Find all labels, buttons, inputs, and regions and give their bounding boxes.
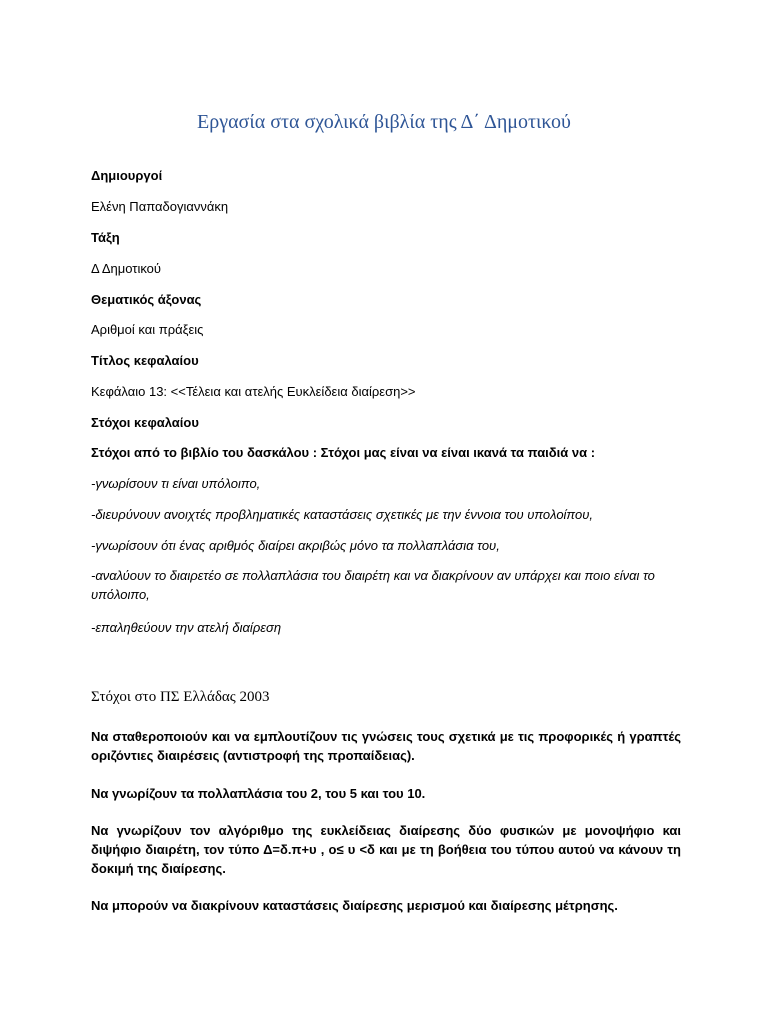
- ps-goal-paragraph: Να γνωρίζουν τα πολλαπλάσια του 2, του 5 και του 10.: [91, 786, 426, 801]
- chapter-title-label: Τίτλος κεφαλαίου: [91, 353, 199, 368]
- goal-item: -αναλύουν το διαιρετέο σε πολλαπλάσια του διαιρέτη και να διακρίνουν αν υπάρχει και ποιο είναι το υπόλοιπο,: [91, 568, 655, 602]
- goal-item: -γνωρίσουν ότι ένας αριθμός διαίρει ακριβώς μόνο τα πολλαπλάσια του,: [91, 538, 500, 553]
- creators-label: Δημιουργοί: [91, 168, 163, 183]
- goal-item: -γνωρίσουν τι είναι υπόλοιπο,: [91, 476, 261, 491]
- ps-goal-paragraph: Να γνωρίζουν τον αλγόριθμο της ευκλείδειας διαίρεσης δύο φυσικών με μονοψήφιο και διψήφιο διαιρέτη, τον τύπο Δ=δ.π+υ , ο≤ υ <δ και με τη βοήθεια του τύπου αυτού να κάνουν τη δοκιμή της διαίρεσης.: [91, 823, 681, 876]
- chapter-title-value: Κεφάλαιο 13: <<Τέλεια και ατελής Ευκλείδεια διαίρεση>>: [91, 384, 416, 399]
- ps-goals-heading: Στόχοι στο ΠΣ Ελλάδας 2003: [91, 689, 270, 705]
- class-label: Τάξη: [91, 230, 120, 245]
- ps-goal-paragraph: Να σταθεροποιούν και να εμπλουτίζουν τις γνώσεις τους σχετικά με τις προφορικές ή γραπτές οριζόντιες διαιρέσεις (αντιστροφή της προπαίδειας).: [91, 729, 681, 763]
- axis-label: Θεματικός άξονας: [91, 292, 202, 307]
- teacher-book-goals: Στόχοι από το βιβλίο του δασκάλου : Στόχοι μας είναι να είναι ικανά τα παιδιά να :: [91, 445, 596, 460]
- axis-value: Αριθμοί και πράξεις: [91, 322, 204, 337]
- creator-name: Ελένη Παπαδογιαννάκη: [91, 199, 229, 214]
- ps-goal-paragraph: Να μπορούν να διακρίνουν καταστάσεις διαίρεσης μερισμού και διαίρεσης μέτρησης.: [91, 898, 618, 913]
- goal-item: -επαληθεύουν την ατελή διαίρεση: [91, 620, 282, 635]
- chapter-goals-label: Στόχοι κεφαλαίου: [91, 415, 199, 430]
- class-value: Δ Δημοτικού: [91, 261, 162, 276]
- document-title: Εργασία στα σχολικά βιβλία της Δ΄ Δημοτικού: [197, 111, 571, 133]
- goal-item: -διευρύνουν ανοιχτές προβληματικές καταστάσεις σχετικές με την έννοια του υπολοίπου,: [91, 507, 593, 522]
